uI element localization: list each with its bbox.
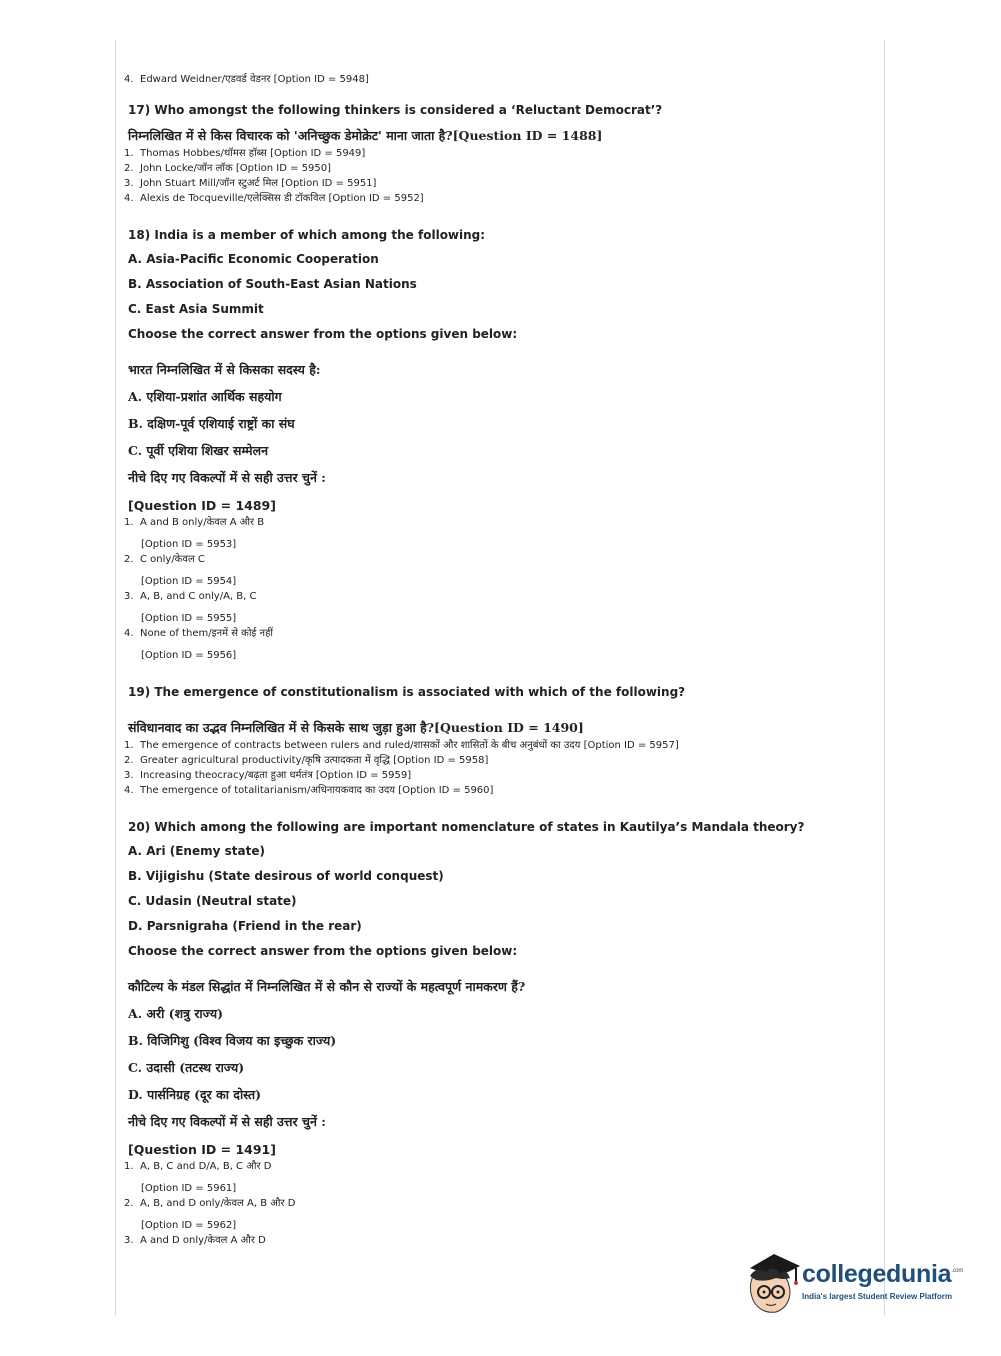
option-id: [Option ID = 5955] [141,613,237,624]
statement-hindi: B. दक्षिण-पूर्व एशियाई राष्ट्रों का संघ [128,416,295,431]
option-id: [Option ID = 5961] [141,1183,237,1194]
statement: D. Parsnigraha (Friend in the rear) [128,919,362,933]
option-item: 4. Edward Weidner/एडवर्ड वेडनर [Option ID = 5948] [124,74,369,85]
question-id: [Question ID = 1491] [128,1142,276,1157]
option-item: 1. The emergence of contracts between rulers and ruled/शासकों और शासितों के बीच अनुबंधों का उदय [Option ID = 5957] [124,740,679,751]
option-item: 4. None of them/इनमें से कोई नहीं [124,628,273,639]
statement-hindi: C. पूर्वी एशिया शिखर सम्मेलन [128,443,269,458]
statement-hindi: C. उदासी (तटस्थ राज्य) [128,1060,245,1075]
instruction-hindi: नीचे दिए गए विकल्पों में से सही उत्तर चुनें : [128,1114,326,1129]
option-item: 3. A, B, and C only/A, B, C [124,591,257,602]
question-hindi: संविधानवाद का उद्भव निम्नलिखित में से किसके साथ जुड़ा हुआ है?[Question ID = 1490] [128,720,584,735]
question-20 [124,820,868,1248]
question-text: 18) India is a member of which among the following: [128,228,486,242]
question-id: [Question ID = 1489] [128,498,276,513]
question-text: 20) Which among the following are important nomenclature of states in Kautilya’s Mandala theory? [128,820,805,834]
instruction-hindi: नीचे दिए गए विकल्पों में से सही उत्तर चुनें : [128,470,326,485]
statement: C. Udasin (Neutral state) [128,894,297,908]
question-paper-content [124,72,868,1248]
option-item: 2. C only/केवल C [124,554,205,565]
option-id: [Option ID = 5954] [141,576,237,587]
statement-hindi: A. अरी (शत्रु राज्य) [128,1006,223,1021]
question-19 [124,685,868,798]
statement: C. East Asia Summit [128,302,264,316]
option-item: 2. Greater agricultural productivity/कृषि उत्पादकता में वृद्धि [Option ID = 5958] [124,755,489,766]
collegedunia-logo[interactable] [744,1250,974,1320]
instruction: Choose the correct answer from the options given below: [128,944,518,958]
mascot-icon [744,1250,802,1320]
statement: A. Asia-Pacific Economic Cooperation [128,252,379,266]
question-hindi: निम्नलिखित में से किस विचारक को 'अनिच्छुक डेमोक्रेट' माना जाता है?[Question ID = 1488] [128,128,603,143]
logo-brand: collegedunia$^{.com}$ [802,1260,964,1288]
statement-hindi: D. पार्सनिग्रह (दूर का दोस्त) [128,1087,262,1102]
left-margin-line [115,40,116,1316]
logo-tagline: India's largest Student Review Platform [802,1292,952,1301]
option-id: [Option ID = 5953] [141,539,237,550]
option-item: 3. A and D only/केवल A और D [124,1235,266,1246]
option-item: 4. The emergence of totalitarianism/अधिनायकवाद का उदय [Option ID = 5960] [124,785,494,796]
question-17 [124,103,868,206]
statement: A. Ari (Enemy state) [128,844,265,858]
statement: B. Association of South-East Asian Nations [128,277,417,291]
question-hindi: भारत निम्नलिखित में से किसका सदस्य है: [128,362,321,377]
statement-hindi: A. एशिया-प्रशांत आर्थिक सहयोग [128,389,282,404]
option-item: 1. A and B only/केवल A और B [124,517,265,528]
question-18 [124,228,868,663]
option-item: 1. Thomas Hobbes/थॉमस हॉब्स [Option ID = 5949] [124,148,366,159]
instruction: Choose the correct answer from the options given below: [128,327,518,341]
question-text: 17) Who amongst the following thinkers is considered a ‘Reluctant Democrat’? [128,103,663,117]
statement: B. Vijigishu (State desirous of world conquest) [128,869,444,883]
option-item: 3. Increasing theocracy/बढ़ता हुआ धर्मतंत्र [Option ID = 5959] [124,770,412,781]
question-text: 19) The emergence of constitutionalism is associated with which of the following? [128,685,686,699]
statement-hindi: B. विजिगिशु (विश्व विजय का इच्छुक राज्य) [128,1033,337,1048]
option-item: 4. Alexis de Tocqueville/एलेक्सिस डी टॉकविल [Option ID = 5952] [124,193,424,204]
option-id: [Option ID = 5962] [141,1220,237,1231]
option-item: 2. A, B, and D only/केवल A, B और D [124,1198,296,1209]
right-margin-line [884,40,885,1316]
option-item: 1. A, B, C and D/A, B, C और D [124,1161,272,1172]
option-item: 2. John Locke/जॉन लॉक [Option ID = 5950] [124,163,332,174]
option-id: [Option ID = 5956] [141,650,237,661]
option-item: 3. John Stuart Mill/जॉन स्टुअर्ट मिल [Option ID = 5951] [124,178,377,189]
question-hindi: कौटिल्य के मंडल सिद्धांत में निम्नलिखित में से कौन से राज्यों के महत्वपूर्ण नामकरण हैं? [128,979,526,994]
